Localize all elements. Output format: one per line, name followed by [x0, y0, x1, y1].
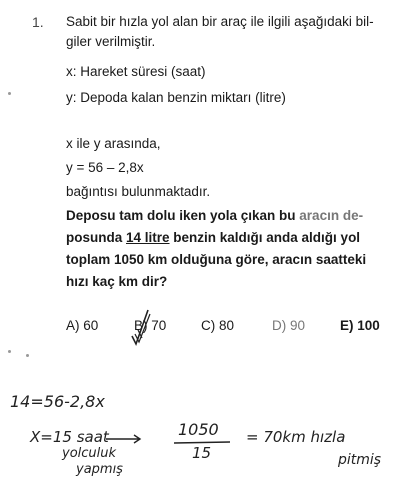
handwritten-denominator: 15 — [192, 444, 212, 462]
prompt-line-2 — [66, 230, 360, 245]
handwritten-result-2: pitmiş — [338, 452, 382, 468]
equation: y = 56 – 2,8x — [66, 160, 144, 175]
variable-y: y: Depoda kalan benzin miktarı (litre) — [66, 90, 286, 105]
intro-line-2: giler verilmiştir. — [66, 34, 156, 49]
scan-dot — [26, 354, 29, 357]
scan-dot — [8, 92, 11, 95]
arrow-icon — [104, 434, 144, 444]
prompt-line-4: hızı kaç km dir? — [66, 274, 168, 289]
prompt-underlined-amount: 14 litre — [126, 230, 170, 245]
variable-x: x: Hareket süresi (saat) — [66, 64, 206, 79]
option-e[interactable]: E) 100 — [340, 318, 380, 333]
handwritten-equation: 14=56-2,8x — [10, 392, 105, 411]
intro-line-1: Sabit bir hızla yol alan bir araç ile ilgili aşağıdaki bil- — [66, 14, 374, 29]
handwritten-x-result: X=15 saat — [30, 428, 109, 446]
question-number: 1. — [32, 14, 44, 30]
handwritten-note-1: yolculuk — [62, 446, 117, 461]
prompt-line-1-a: Deposu tam dolu iken yola çıkan bu — [66, 208, 300, 223]
handwritten-result-1: = 70km hızla — [246, 428, 346, 446]
prompt-line-1-b: aracın de- — [299, 208, 364, 223]
handwritten-numerator: 1050 — [178, 420, 219, 439]
relation-line-2: bağıntısı bulunmaktadır. — [66, 184, 211, 199]
scan-dot — [8, 350, 11, 353]
handwritten-note-2: yapmış — [76, 462, 123, 477]
option-a[interactable]: A) 60 — [66, 318, 99, 333]
prompt-line-3: toplam 1050 km olduğuna göre, aracın saatteki — [66, 252, 367, 267]
option-c[interactable]: C) 80 — [201, 318, 235, 333]
prompt-line-2-a: posunda — [66, 230, 126, 245]
option-b[interactable]: B) 70 — [134, 318, 167, 333]
prompt-line-2-b: benzin kaldığı anda aldığı yol — [169, 230, 361, 245]
prompt-line-1 — [66, 208, 363, 223]
answer-check-mark — [128, 308, 152, 348]
relation-line-1: x ile y arasında, — [66, 136, 161, 151]
option-d[interactable]: D) 90 — [272, 318, 306, 333]
